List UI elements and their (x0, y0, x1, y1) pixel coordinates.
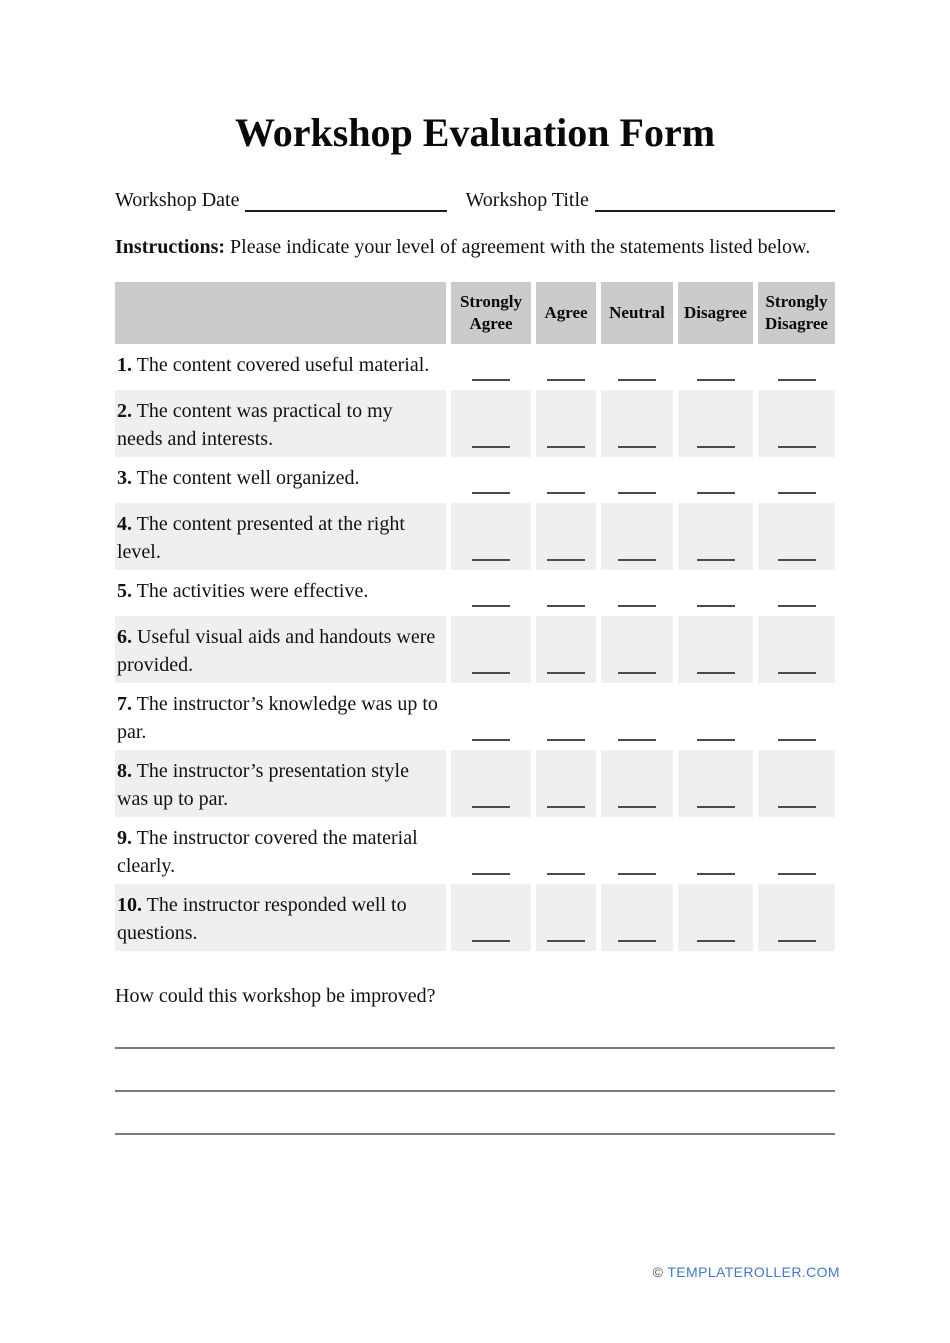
workshop-title-input[interactable] (595, 190, 835, 212)
table-header-row (115, 282, 835, 344)
rating-blank[interactable] (758, 503, 835, 570)
rating-blank[interactable] (758, 884, 835, 951)
statement-cell: 4. The content presented at the right level. (115, 503, 451, 570)
rating-blank[interactable] (536, 817, 601, 884)
rating-blank[interactable] (678, 683, 758, 750)
statement-cell: 5. The activities were effective. (115, 570, 451, 616)
templateroller-link[interactable]: TEMPLATEROLLER.COM (667, 1264, 840, 1280)
answer-line[interactable] (115, 1092, 835, 1135)
rating-blank[interactable] (678, 750, 758, 817)
rating-blank[interactable] (678, 390, 758, 457)
rating-blank[interactable] (758, 390, 835, 457)
rating-blank[interactable] (601, 683, 678, 750)
rating-blank[interactable] (601, 750, 678, 817)
rating-blank[interactable] (601, 390, 678, 457)
rating-blank[interactable] (536, 683, 601, 750)
rating-blank[interactable] (601, 344, 678, 390)
column-header-disagree: Disagree (678, 282, 758, 344)
rating-blank[interactable] (451, 616, 536, 683)
table-row (115, 503, 835, 570)
instructions-label: Instructions: (115, 236, 226, 258)
rating-blank[interactable] (601, 570, 678, 616)
rating-blank[interactable] (536, 750, 601, 817)
table-row (115, 616, 835, 683)
statement-cell: 8. The instructor’s presentation style was up to par. (115, 750, 451, 817)
rating-blank[interactable] (536, 570, 601, 616)
statement-cell: 7. The instructor’s knowledge was up to par. (115, 683, 451, 750)
table-row (115, 884, 835, 951)
rating-blank[interactable] (451, 457, 536, 503)
column-header-strongly-agree: Strongly Agree (451, 282, 536, 344)
rating-blank[interactable] (678, 503, 758, 570)
column-header-strongly-disagree: Strongly Disagree (758, 282, 835, 344)
statement-cell: 1. The content covered useful material. (115, 344, 451, 390)
column-header-agree: Agree (536, 282, 601, 344)
rating-blank[interactable] (601, 616, 678, 683)
rating-blank[interactable] (758, 616, 835, 683)
page-title: Workshop Evaluation Form (234, 110, 716, 155)
answer-line[interactable] (115, 1009, 835, 1049)
footer (653, 1264, 840, 1280)
rating-blank[interactable] (451, 570, 536, 616)
rating-blank[interactable] (758, 683, 835, 750)
rating-blank[interactable] (758, 817, 835, 884)
statement-column-header (115, 282, 451, 344)
table-row (115, 457, 835, 503)
rating-blank[interactable] (536, 503, 601, 570)
rating-blank[interactable] (451, 884, 536, 951)
rating-blank[interactable] (678, 344, 758, 390)
rating-blank[interactable] (601, 817, 678, 884)
rating-blank[interactable] (451, 503, 536, 570)
rating-blank[interactable] (451, 344, 536, 390)
evaluation-table (115, 282, 835, 951)
rating-blank[interactable] (451, 750, 536, 817)
statement-cell: 9. The instructor covered the material clearly. (115, 817, 451, 884)
rating-blank[interactable] (758, 570, 835, 616)
rating-blank[interactable] (536, 344, 601, 390)
column-header-neutral: Neutral (601, 282, 678, 344)
rating-blank[interactable] (678, 817, 758, 884)
table-row (115, 344, 835, 390)
statement-cell: 2. The content was practical to my needs and interests. (115, 390, 451, 457)
rating-blank[interactable] (536, 616, 601, 683)
rating-blank[interactable] (678, 570, 758, 616)
table-row (115, 817, 835, 884)
rating-blank[interactable] (601, 457, 678, 503)
rating-blank[interactable] (601, 503, 678, 570)
rating-blank[interactable] (678, 457, 758, 503)
rating-blank[interactable] (536, 390, 601, 457)
statement-cell: 10. The instructor responded well to questions. (115, 884, 451, 951)
table-row (115, 570, 835, 616)
rating-blank[interactable] (758, 750, 835, 817)
instructions-text: Please indicate your level of agreement with the statements listed below. (230, 236, 811, 258)
rating-blank[interactable] (678, 884, 758, 951)
statement-cell: 3. The content well organized. (115, 457, 451, 503)
table-row (115, 750, 835, 817)
workshop-date-input[interactable] (245, 190, 447, 212)
rating-blank[interactable] (758, 457, 835, 503)
improvement-question: How could this workshop be improved? (115, 985, 436, 1007)
table-row (115, 390, 835, 457)
answer-line[interactable] (115, 1049, 835, 1092)
copyright-symbol: © (652, 1264, 664, 1280)
rating-blank[interactable] (601, 884, 678, 951)
meta-fields (115, 186, 835, 212)
workshop-title-label: Workshop Title (465, 189, 589, 211)
rating-blank[interactable] (451, 683, 536, 750)
instructions-paragraph (115, 233, 835, 261)
rating-blank[interactable] (536, 884, 601, 951)
table-row (115, 683, 835, 750)
rating-blank[interactable] (451, 817, 536, 884)
rating-blank[interactable] (758, 344, 835, 390)
rating-blank[interactable] (451, 390, 536, 457)
workshop-date-label: Workshop Date (115, 189, 240, 211)
rating-blank[interactable] (678, 616, 758, 683)
rating-blank[interactable] (536, 457, 601, 503)
statement-cell: 6. Useful visual aids and handouts were provided. (115, 616, 451, 683)
